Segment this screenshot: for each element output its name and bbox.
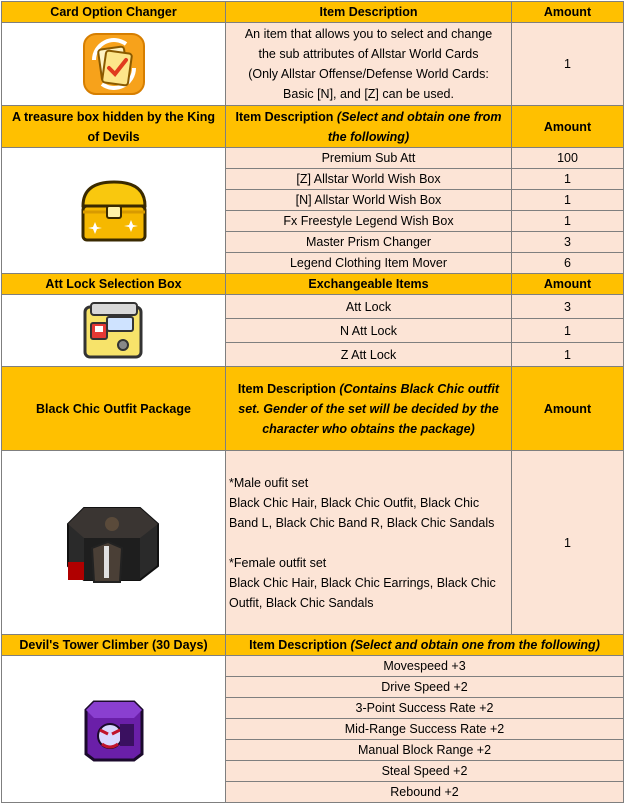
item-table [1,1,624,803]
section2-item: Premium Sub Att [226,148,512,169]
section2-amount: 3 [512,232,624,253]
section2-amount: 100 [512,148,624,169]
section1-amount: 1 [512,23,624,106]
section3-amount: 1 [512,319,624,343]
section4-desc-header-main: Item Description [237,381,336,396]
section2-item: Legend Clothing Item Mover [226,253,512,274]
section4-description [226,451,512,635]
section3-name-header: Att Lock Selection Box [2,274,226,295]
section2-amount: 1 [512,190,624,211]
section4-desc-header [226,367,512,451]
section5-option: 3-Point Success Rate +2 [226,698,624,719]
section3-item: Att Lock [226,295,512,319]
section1-amount-header: Amount [512,2,624,23]
section2-amount: 1 [512,169,624,190]
section1-desc-line: the sub attributes of Allstar World Cards [258,47,479,61]
section2-amount: 6 [512,253,624,274]
section2-item: [N] Allstar World Wish Box [226,190,512,211]
gold-treasure-chest-icon [77,176,151,246]
section5-option: Drive Speed +2 [226,677,624,698]
section2-item: [Z] Allstar World Wish Box [226,169,512,190]
section1-description [226,23,512,106]
section2-desc-header-main: Item Description [235,109,334,124]
section1-desc-line: Basic [N], and [Z] can be used. [283,87,454,101]
female-set-line: Black Chic Hair, Black Chic Earrings, Black Chic [229,575,496,590]
card-option-changer-icon [82,32,146,96]
section5-desc-header-note: (Select and obtain one from the following) [350,638,600,652]
section4-desc-header-note: character who obtains the package) [262,421,475,436]
section2-amount: 1 [512,211,624,232]
section2-desc-header [226,106,512,148]
section5-desc-header-main: Item Description [249,638,348,652]
purple-devil-box-icon [82,696,146,762]
section4-desc-header-line [229,419,508,439]
section1-icon-cell [2,23,226,106]
section3-amount: 1 [512,343,624,367]
black-outfit-package-icon [64,502,164,584]
section5-option: Mid-Range Success Rate +2 [226,719,624,740]
section1-desc-line: (Only Allstar Offense/Defense World Cards: [248,67,489,81]
section5-option: Rebound +2 [226,782,624,803]
section4-amount-header: Amount [512,367,624,451]
section5-desc-header [226,635,624,656]
section4-amount: 1 [512,451,624,635]
section2-item: Fx Freestyle Legend Wish Box [226,211,512,232]
male-set-title: *Male oufit set [229,475,309,490]
section3-item: N Att Lock [226,319,512,343]
section5-icon-cell [2,656,226,803]
section2-name-header: A treasure box hidden by the King of Devils [2,106,226,148]
section5-option: Movespeed +3 [226,656,624,677]
section4-icon-cell [2,451,226,635]
section3-amount: 3 [512,295,624,319]
yellow-lock-box-icon [81,299,147,363]
section1-desc-header: Item Description [226,2,512,23]
section4-desc-header-note: (Contains Black Chic outfit [339,381,500,396]
female-set-line: Outfit, Black Chic Sandals [229,595,374,610]
section2-item: Master Prism Changer [226,232,512,253]
section4-desc-header-line [229,379,508,399]
section4-name-header: Black Chic Outfit Package [2,367,226,451]
section3-item: Z Att Lock [226,343,512,367]
section2-desc-header-note: (Select and obtain one from the following) [327,109,502,144]
section3-desc-header: Exchangeable Items [226,274,512,295]
section5-name-header: Devil's Tower Climber (30 Days) [2,635,226,656]
section3-icon-cell [2,295,226,367]
section2-amount-header: Amount [512,106,624,148]
male-set-line: Black Chic Hair, Black Chic Outfit, Black Chic [229,495,480,510]
female-set-title: *Female outfit set [229,555,327,570]
male-set-line: Band L, Black Chic Band R, Black Chic Sandals [229,515,495,530]
section2-icon-cell [2,148,226,274]
section1-desc-line: An item that allows you to select and change [244,27,493,41]
section4-desc-header-note: set. Gender of the set will be decided by the [238,401,499,416]
section3-amount-header: Amount [512,274,624,295]
section5-option: Manual Block Range +2 [226,740,624,761]
section4-desc-header-line [229,399,508,419]
section5-option: Steal Speed +2 [226,761,624,782]
section1-name-header: Card Option Changer [2,2,226,23]
